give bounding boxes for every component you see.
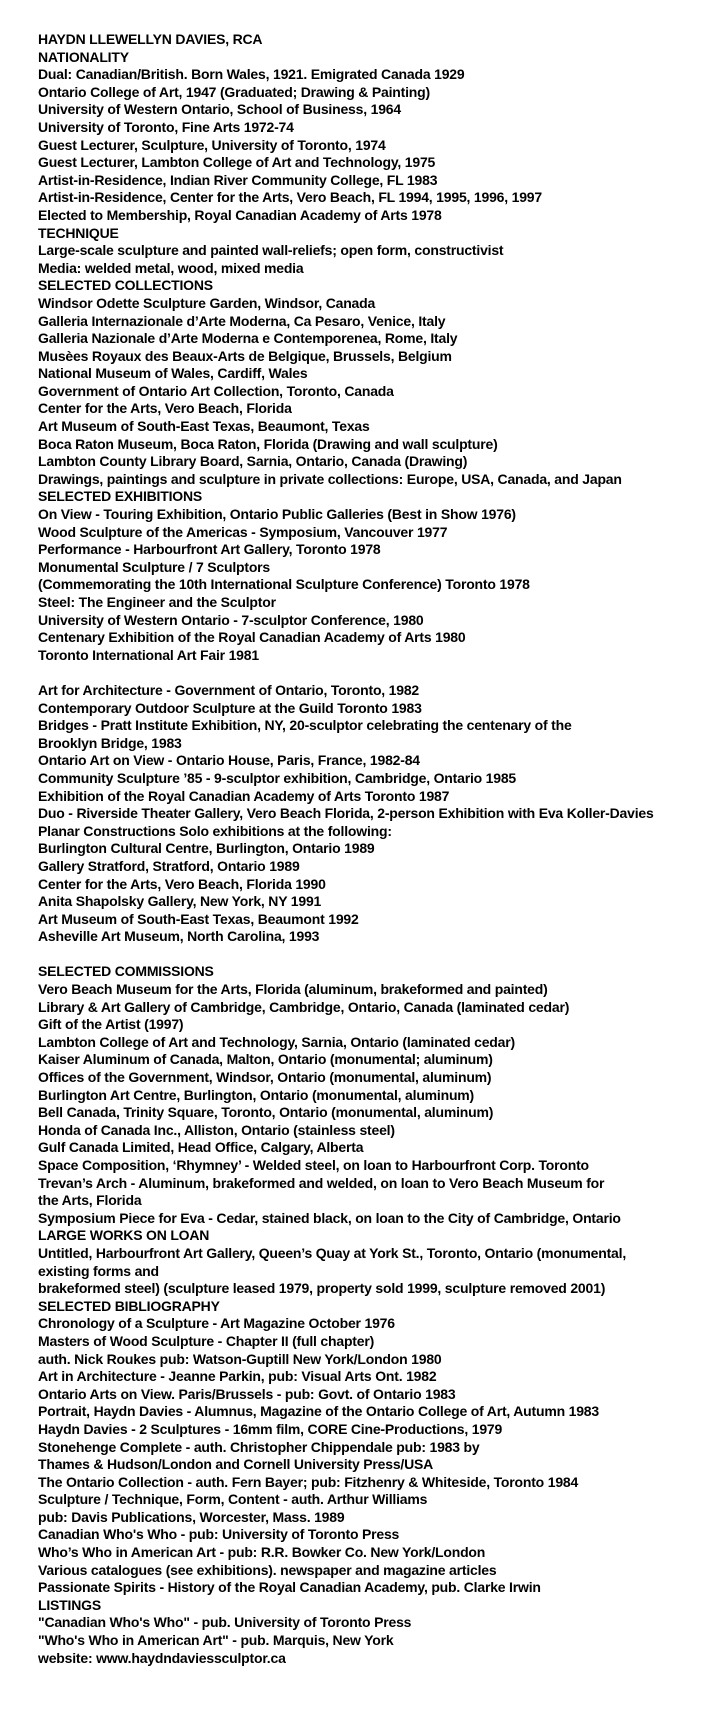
text-line: Gallery Stratford, Stratford, Ontario 1989 (38, 857, 300, 874)
text-line: Lambton County Library Board, Sarnia, Ontario, Canada (Drawing) (38, 453, 468, 470)
text-line: (Commemorating the 10th International Sculpture Conference) Toronto 1978 (38, 576, 530, 593)
text-line: Offices of the Government, Windsor, Ontario (monumental, aluminum) (38, 1069, 492, 1086)
text-line: Haydn Davies - 2 Sculptures - 16mm film, CORE Cine-Productions, 1979 (38, 1420, 503, 1437)
text-line: Duo - Riverside Theater Gallery, Vero Beach Florida, 2-person Exhibition with Eva Koller-Davies (38, 805, 654, 822)
text-line: Chronology of a Sculpture - Art Magazine October 1976 (38, 1315, 395, 1332)
text-line: brakeformed steel) (sculpture leased 1979, property sold 1999, sculpture removed 2001) (38, 1280, 606, 1297)
text-line: Centenary Exhibition of the Royal Canadian Academy of Arts 1980 (38, 629, 466, 646)
text-line: National Museum of Wales, Cardiff, Wales (38, 365, 308, 382)
cv-section (38, 1298, 720, 1597)
text-line: Various catalogues (see exhibitions). newspaper and magazine articles (38, 1561, 497, 1578)
blank-line (38, 664, 720, 682)
blank-line (38, 946, 720, 964)
text-line: The Ontario Collection - auth. Fern Bayer; pub: Fitzhenry & Whiteside, Toronto 1984 (38, 1473, 579, 1490)
text-line: Wood Sculpture of the Americas - Symposium, Vancouver 1977 (38, 523, 448, 540)
text-line: University of Western Ontario - 7-sculptor Conference, 1980 (38, 611, 424, 628)
cv-section (38, 49, 720, 225)
text-line: University of Western Ontario, School of Business, 1964 (38, 101, 401, 118)
text-line: Asheville Art Museum, North Carolina, 1993 (38, 928, 320, 945)
text-line: Artist-in-Residence, Center for the Arts, Vero Beach, FL 1994, 1995, 1996, 1997 (38, 189, 542, 206)
text-line: Windsor Odette Sculpture Garden, Windsor, Canada (38, 294, 376, 311)
text-line: pub: Davis Publications, Worcester, Mass. 1989 (38, 1508, 345, 1525)
cv-section (38, 225, 720, 278)
text-line: Planar Constructions Solo exhibitions at the following: (38, 822, 392, 839)
text-line: Symposium Piece for Eva - Cedar, stained black, on loan to the City of Cambridge, Ontario (38, 1209, 621, 1226)
text-line: Kaiser Aluminum of Canada, Malton, Ontario (monumental; aluminum) (38, 1051, 493, 1068)
text-line: Gift of the Artist (1997) (38, 1016, 184, 1033)
text-line: Honda of Canada Inc., Alliston, Ontario (stainless steel) (38, 1121, 395, 1138)
text-line: Guest Lecturer, Sculpture, University of Toronto, 1974 (38, 136, 386, 153)
text-line: Lambton College of Art and Technology, Sarnia, Ontario (laminated cedar) (38, 1033, 515, 1050)
text-line: Performance - Harbourfront Art Gallery, Toronto 1978 (38, 541, 381, 558)
text-line: Contemporary Outdoor Sculpture at the Guild Toronto 1983 (38, 699, 422, 716)
text-line: Media: welded metal, wood, mixed media (38, 259, 304, 276)
text-line: Center for the Arts, Vero Beach, Florida (38, 400, 292, 417)
text-line: University of Toronto, Fine Arts 1972-74 (38, 118, 294, 135)
text-line: Library & Art Gallery of Cambridge, Cambridge, Ontario, Canada (laminated cedar) (38, 998, 570, 1015)
text-line: Canadian Who's Who - pub: University of Toronto Press (38, 1526, 400, 1543)
text-line: Space Composition, ‘Rhymney’ - Welded steel, on loan to Harbourfront Corp. Toronto (38, 1157, 589, 1173)
section-heading: SELECTED COMMISSIONS (38, 963, 214, 980)
text-line: Elected to Membership, Royal Canadian Academy of Arts 1978 (38, 206, 442, 223)
text-line: Artist-in-Residence, Indian River Community College, FL 1983 (38, 171, 438, 188)
text-line: Bell Canada, Trinity Square, Toronto, Ontario (monumental, aluminum) (38, 1104, 494, 1121)
text-line: Boca Raton Museum, Boca Raton, Florida (Drawing and wall sculpture) (38, 435, 498, 452)
text-line: Ontario College of Art, 1947 (Graduated; Drawing & Painting) (38, 83, 430, 100)
text-line: existing forms and (38, 1262, 159, 1279)
cv-section (38, 277, 720, 488)
text-line: Vero Beach Museum for the Arts, Florida (aluminum, brakeformed and painted) (38, 981, 548, 998)
text-line: Galleria Nazionale d’Arte Moderna e Contemporenea, Rome, Italy (38, 330, 458, 347)
text-line: Exhibition of the Royal Canadian Academy of Arts Toronto 1987 (38, 787, 450, 804)
cv-section (38, 488, 720, 963)
section-heading: SELECTED COLLECTIONS (38, 277, 213, 294)
text-line: Trevan’s Arch - Aluminum, brakeformed and welded, on loan to Vero Beach Museum for (38, 1174, 605, 1191)
text-line: website: www.haydndaviessculptor.ca (38, 1649, 286, 1666)
section-heading: NATIONALITY (38, 48, 129, 65)
text-line: Bridges - Pratt Institute Exhibition, NY, 20-sculptor celebrating the centenary of the (38, 717, 572, 734)
text-line: "Canadian Who's Who" - pub. University of Toronto Press (38, 1614, 412, 1631)
text-line: Ontario Art on View - Ontario House, Paris, France, 1982-84 (38, 752, 420, 769)
text-line: Gulf Canada Limited, Head Office, Calgary, Alberta (38, 1139, 364, 1156)
text-line: Large-scale sculpture and painted wall-reliefs; open form, constructivist (38, 242, 504, 259)
text-line: Steel: The Engineer and the Sculptor (38, 594, 276, 610)
text-line: Untitled, Harbourfront Art Gallery, Queen’s Quay at York St., Toronto, Ontario (monumental, (38, 1244, 627, 1261)
cv-sections (38, 49, 720, 1668)
text-line: Monumental Sculpture / 7 Sculptors (38, 558, 271, 575)
text-line: Toronto International Art Fair 1981 (38, 646, 259, 663)
text-line: Sculpture / Technique, Form, Content - auth. Arthur Williams (38, 1491, 428, 1508)
section-heading: LISTINGS (38, 1596, 101, 1613)
text-line: Dual: Canadian/British. Born Wales, 1921. Emigrated Canada 1929 (38, 66, 465, 83)
section-heading: SELECTED BIBLIOGRAPHY (38, 1297, 220, 1314)
text-line: Art in Architecture - Jeanne Parkin, pub: Visual Arts Ont. 1982 (38, 1368, 437, 1385)
text-line: Portrait, Haydn Davies - Alumnus, Magazine of the Ontario College of Art, Autumn 1983 (38, 1403, 599, 1420)
text-line: Who’s Who in American Art - pub: R.R. Bowker Co. New York/London (38, 1544, 486, 1561)
text-line: auth. Nick Roukes pub: Watson-Guptill New York/London 1980 (38, 1350, 442, 1367)
section-heading: SELECTED EXHIBITIONS (38, 488, 203, 505)
text-line: "Who's Who in American Art" - pub. Marquis, New York (38, 1632, 394, 1649)
cv-section (38, 1597, 720, 1667)
cv-section (38, 963, 720, 1227)
text-line: Guest Lecturer, Lambton College of Art and Technology, 1975 (38, 154, 436, 171)
text-line: Community Sculpture ’85 - 9-sculptor exhibition, Cambridge, Ontario 1985 (38, 769, 517, 786)
text-line: Thames & Hudson/London and Cornell University Press/USA (38, 1456, 434, 1473)
text-line: Stonehenge Complete - auth. Christopher Chippendale pub: 1983 by (38, 1438, 480, 1455)
text-line: Center for the Arts, Vero Beach, Florida 1990 (38, 875, 326, 892)
section-heading: TECHNIQUE (38, 224, 119, 241)
text-line: Brooklyn Bridge, 1983 (38, 734, 182, 751)
cv-section (38, 1227, 720, 1297)
text-line: Anita Shapolsky Gallery, New York, NY 1991 (38, 893, 322, 910)
text-line: Art Museum of South-East Texas, Beaumont 1992 (38, 910, 359, 927)
text-line: Burlington Cultural Centre, Burlington, Ontario 1989 (38, 840, 375, 857)
text-line: Drawings, paintings and sculpture in private collections: Europe, USA, Canada, and Japan (38, 470, 622, 487)
text-line: Government of Ontario Art Collection, Toronto, Canada (38, 382, 394, 399)
text-line: the Arts, Florida (38, 1192, 142, 1209)
text-line: Art for Architecture - Government of Ontario, Toronto, 1982 (38, 681, 420, 698)
text-line: Galleria Internazionale d’Arte Moderna, Ca Pesaro, Venice, Italy (38, 312, 446, 329)
section-heading: LARGE WORKS ON LOAN (38, 1227, 210, 1244)
page-title: HAYDN LLEWELLYN DAVIES, RCA (38, 31, 263, 47)
text-line: Ontario Arts on View. Paris/Brussels - pub: Govt. of Ontario 1983 (38, 1385, 456, 1402)
text-line: Masters of Wood Sculpture - Chapter II (full chapter) (38, 1332, 375, 1349)
text-line: Burlington Art Centre, Burlington, Ontario (monumental, aluminum) (38, 1086, 475, 1103)
text-line: Passionate Spirits - History of the Royal Canadian Academy, pub. Clarke Irwin (38, 1579, 541, 1596)
text-line: On View - Touring Exhibition, Ontario Public Galleries (Best in Show 1976) (38, 506, 516, 523)
text-line: Art Museum of South-East Texas, Beaumont, Texas (38, 418, 370, 435)
text-line: Musèes Royaux des Beaux-Arts de Belgique, Brussels, Belgium (38, 347, 452, 364)
